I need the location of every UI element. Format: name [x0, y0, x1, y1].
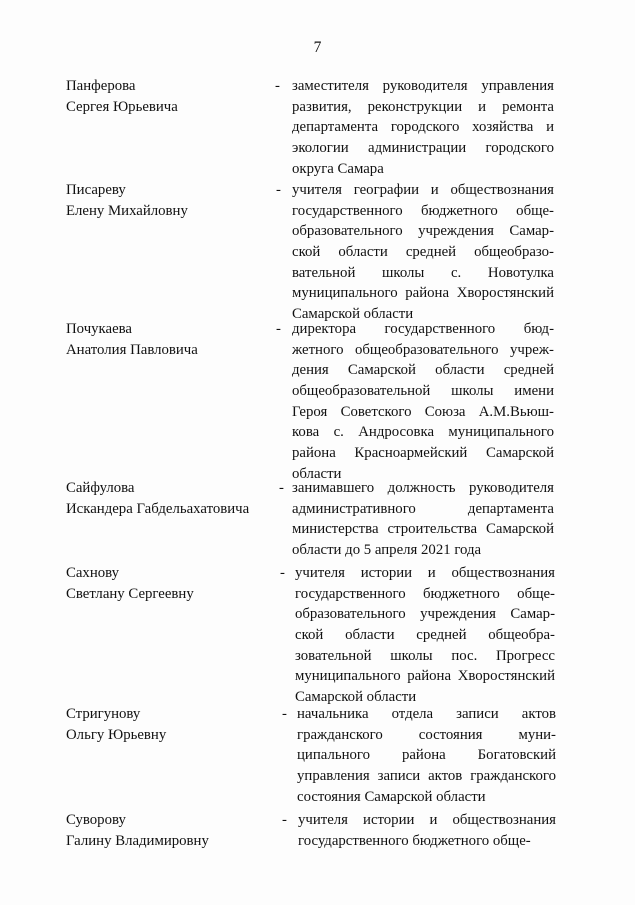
- position-text-line: занимавшего должность руководителя: [292, 480, 554, 496]
- appointee-name-line: Сахнову: [66, 565, 120, 581]
- position-text-line: дения Самарской области средней: [292, 362, 554, 379]
- position-text-line: кова с. Андросовка муниципального: [292, 424, 554, 441]
- appointee-name: [66, 180, 276, 221]
- position-text-line: образовательного учреждения Самар-: [292, 223, 554, 240]
- appointee-name-line: Сергея Юрьевича: [66, 98, 178, 115]
- entry-dash: -: [276, 182, 281, 198]
- position-text-line: директора государственного бюд-: [292, 321, 554, 337]
- entry-dash: -: [280, 565, 285, 581]
- position-text-line: ской области средней общеобра-: [295, 627, 555, 644]
- position-text-line: развития, реконструкции и ремонта: [292, 98, 554, 115]
- appointee-position: [295, 563, 555, 708]
- appointee-name-line: Панферова: [66, 78, 136, 94]
- appointee-name-line: Сайфулова: [66, 480, 135, 496]
- appointee-name: [66, 563, 276, 604]
- position-text-line: муниципального района Хворостянский: [295, 668, 555, 685]
- position-text-line: учителя истории и обществознания: [298, 812, 556, 828]
- position-text-line: области: [292, 465, 342, 482]
- position-text-line: округа Самара: [292, 160, 384, 177]
- position-text-line: области до 5 апреля 2021 года: [292, 542, 482, 559]
- entry-dash: -: [282, 812, 287, 828]
- appointee-name-line: Елену Михайловну: [66, 202, 188, 219]
- appointee-name-line: Почукаева: [66, 321, 133, 337]
- position-text-line: учителя географии и обществознания: [292, 182, 554, 198]
- appointee-name-line: Галину Владимировну: [66, 832, 209, 849]
- position-text-line: Самарской области: [295, 689, 417, 706]
- appointee-name-line: Писареву: [66, 182, 126, 198]
- appointee-name-line: Анатолия Павловича: [66, 341, 198, 358]
- appointee-name-line: Светлану Сергеевну: [66, 585, 194, 602]
- page-number: 7: [313, 39, 322, 56]
- position-text-line: начальника отдела записи актов: [297, 706, 556, 722]
- position-text-line: государственного бюджетного обще-: [295, 585, 555, 602]
- position-text-line: экологии администрации городского: [292, 140, 554, 157]
- position-text-line: ской области средней общеобразо-: [292, 244, 554, 261]
- position-text-line: государственного бюджетного обще-: [292, 202, 554, 219]
- position-text-line: заместителя руководителя управления: [292, 78, 554, 94]
- appointee-position: [292, 478, 554, 561]
- entry-dash: -: [279, 480, 284, 496]
- appointee-name-line: Искандера Габдельахатовича: [66, 500, 250, 517]
- position-text-line: государственного бюджетного обще-: [298, 832, 531, 849]
- position-text-line: района Красноармейский Самарской: [292, 445, 554, 462]
- position-text-line: вательной школы с. Новотулка: [292, 264, 554, 281]
- appointee-name-line: Суворову: [66, 812, 126, 828]
- position-text-line: Самарской области: [292, 306, 414, 323]
- position-text-line: министерства строительства Самарской: [292, 521, 554, 538]
- position-text-line: зовательной школы пос. Прогресс: [295, 647, 555, 664]
- position-text-line: образовательного учреждения Самар-: [295, 606, 555, 623]
- position-text-line: административного департамента: [292, 500, 554, 517]
- entry-dash: -: [276, 321, 281, 337]
- entry-dash: -: [282, 706, 287, 722]
- appointee-position: [292, 76, 554, 179]
- appointee-name: [66, 704, 276, 745]
- appointee-name: [66, 76, 276, 117]
- position-text-line: гражданского состояния муни-: [297, 726, 556, 743]
- appointee-position: [298, 810, 556, 851]
- appointee-position: [292, 319, 554, 485]
- appointee-name: [66, 810, 276, 851]
- entry-dash: -: [275, 78, 280, 94]
- position-text-line: Героя Советского Союза А.М.Вьюш-: [292, 403, 554, 420]
- appointee-name: [66, 478, 276, 519]
- appointee-position: [292, 180, 554, 325]
- position-text-line: жетного общеобразовательного учреж-: [292, 341, 554, 358]
- appointee-name: [66, 319, 276, 360]
- position-text-line: общеобразовательной школы имени: [292, 383, 554, 400]
- appointee-name-line: Стригунову: [66, 706, 141, 722]
- position-text-line: управления записи актов гражданского: [297, 768, 556, 785]
- position-text-line: ципального района Богатовский: [297, 747, 556, 764]
- appointee-position: [297, 704, 556, 807]
- position-text-line: учителя истории и обществознания: [295, 565, 555, 581]
- appointee-name-line: Ольгу Юрьевну: [66, 726, 167, 743]
- position-text-line: департамента городского хозяйства и: [292, 119, 554, 136]
- position-text-line: муниципального района Хворостянский: [292, 285, 554, 302]
- position-text-line: состояния Самарской области: [297, 788, 486, 805]
